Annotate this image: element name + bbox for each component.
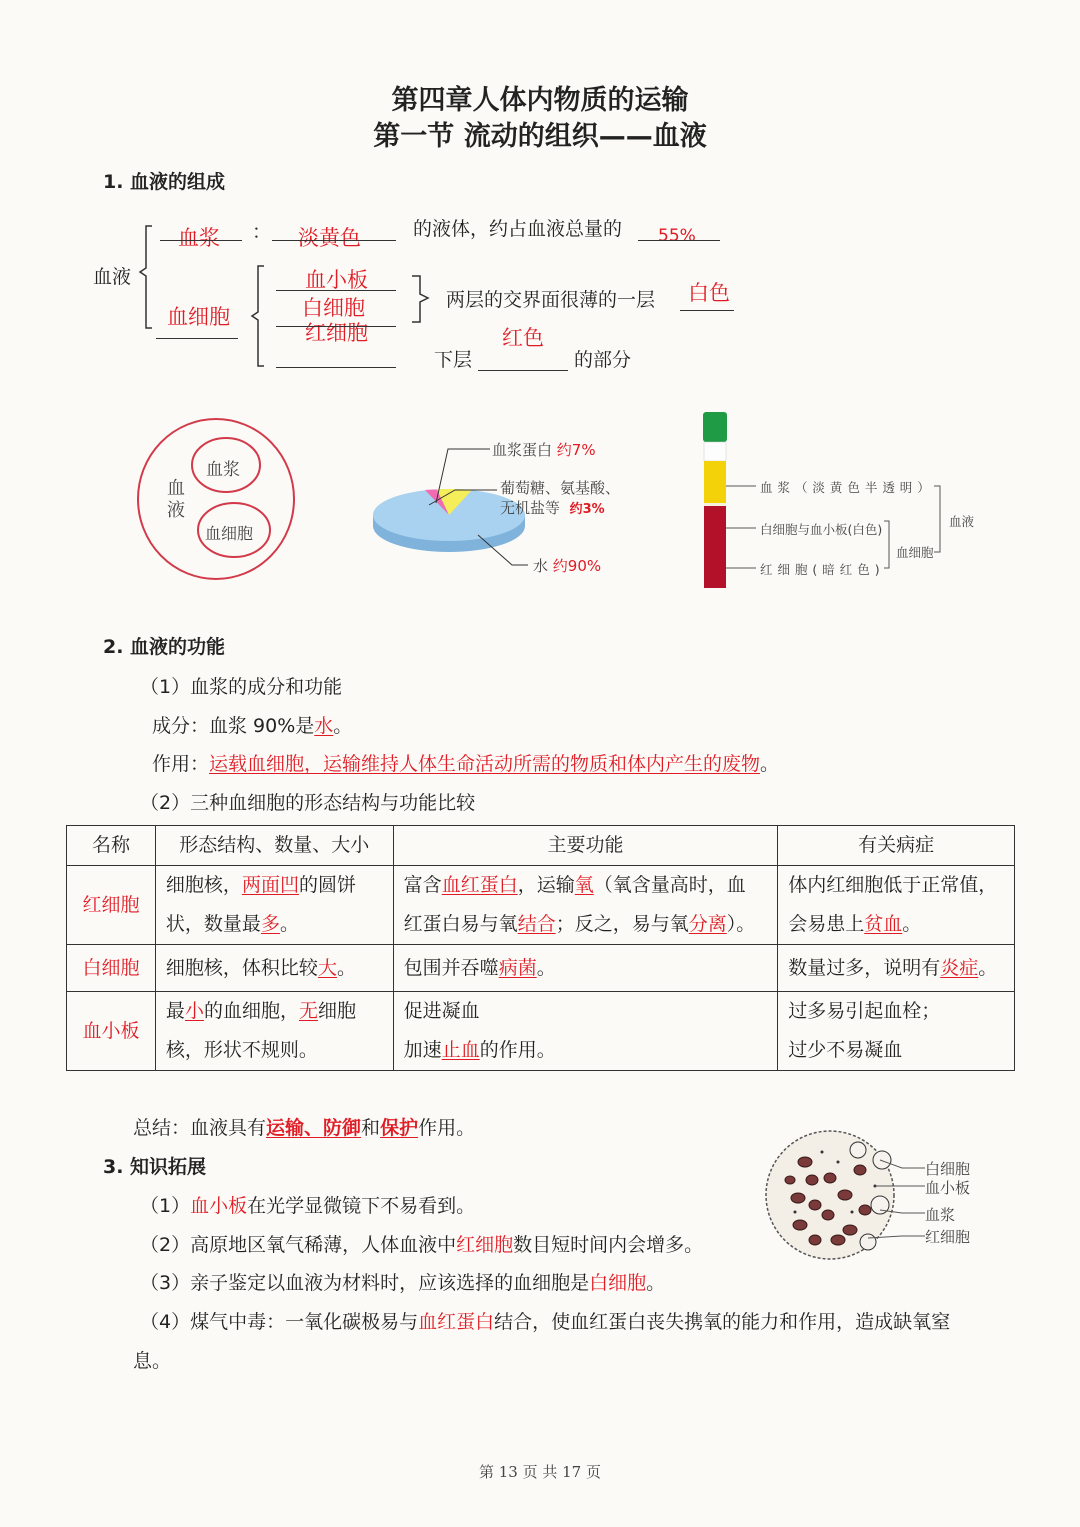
cell-disease: 过多易引起血栓； 过少不易凝血 bbox=[778, 992, 1015, 1071]
micro-label-wbc: 白细胞 bbox=[925, 1160, 971, 1178]
answer-lower-color: 红色 bbox=[502, 326, 544, 350]
venn-cells-label: 血细胞 bbox=[205, 524, 254, 543]
cell-disease: 体内红细胞低于正常值， 会易患上贫血。 bbox=[778, 866, 1015, 945]
answer-platelet: 血小板 bbox=[305, 268, 368, 292]
row-name-platelet: 血小板 bbox=[67, 992, 156, 1071]
row-name-rbc: 红细胞 bbox=[67, 866, 156, 945]
cell-disease: 数量过多，说明有炎症。 bbox=[778, 945, 1015, 992]
micro-label-rbc: 红细胞 bbox=[925, 1228, 971, 1246]
middle-layer-description: 两层的交界面很薄的一层 bbox=[446, 289, 656, 311]
tube-blood-label: 血液 bbox=[949, 514, 975, 529]
row-name-wbc: 白细胞 bbox=[67, 945, 156, 992]
pie-glucose-label-2: 无机盐等 约3% bbox=[500, 499, 605, 517]
section-title: 第一节 流动的组织——血液 bbox=[373, 121, 707, 152]
cell-structure: 最小的血细胞，无细胞 核，形状不规则。 bbox=[155, 992, 393, 1071]
answer-plasma-color: 淡黄色 bbox=[298, 226, 361, 250]
extension-item-4: （4）煤气中毒：一氧化碳极易与血红蛋白结合，使血红蛋白丧失携氧的能力和作用，造成缺氧窒 bbox=[140, 1311, 951, 1333]
plasma-description: 的液体，约占血液总量的 bbox=[413, 218, 623, 240]
answer-wbc: 白细胞 bbox=[302, 296, 365, 320]
answer-middle-color: 白色 bbox=[688, 281, 730, 305]
extension-item-4-continued: 息。 bbox=[133, 1350, 172, 1372]
venn-blood-label: 血液 bbox=[167, 478, 185, 521]
pie-protein-label: 血浆蛋白 约7% bbox=[492, 441, 596, 459]
cell-structure: 细胞核，两面凹的圆饼 状，数量最多。 bbox=[155, 866, 393, 945]
blood-label: 血液 bbox=[93, 266, 132, 288]
pie-water-label: 水 约90% bbox=[533, 557, 602, 575]
tube-middle-label: 白细胞与血小板(白色) bbox=[760, 522, 883, 537]
section-3-heading: 3. 知识拓展 bbox=[103, 1156, 207, 1178]
micro-label-platelet: 血小板 bbox=[925, 1179, 971, 1197]
pie-glucose-label-1: 葡萄糖、氨基酸、 bbox=[500, 479, 621, 497]
cell-function: 富含血红蛋白，运输氧（氧含量高时，血 红蛋白易与氧结合；反之，易与氧分离）。 bbox=[393, 866, 778, 945]
lower-layer-prefix: 下层 bbox=[434, 349, 473, 371]
page-footer: 第 13 页 共 17 页 bbox=[478, 1463, 601, 1481]
micro-label-plasma: 血浆 bbox=[925, 1206, 956, 1224]
cell-function: 促进凝血 加速止血的作用。 bbox=[393, 992, 778, 1071]
table-header: 主要功能 bbox=[393, 826, 778, 866]
lower-layer-suffix: 的部分 bbox=[574, 349, 632, 371]
cell-function: 包围并吞噬病菌。 bbox=[393, 945, 778, 992]
answer-plasma: 血浆 bbox=[178, 226, 220, 250]
extension-item-3: （3）亲子鉴定以血液为材料时，应该选择的血细胞是白细胞。 bbox=[140, 1272, 666, 1294]
chapter-title: 第四章人体内物质的运输 bbox=[391, 85, 689, 116]
tube-plasma-label: 血 浆 （ 淡 黄 色 半 透 明 ） bbox=[760, 480, 931, 495]
answer-rbc: 红细胞 bbox=[305, 321, 368, 345]
extension-item-2: （2）高原地区氧气稀薄，人体血液中红细胞数目短时间内会增多。 bbox=[140, 1234, 704, 1256]
section-1-heading: 1. 血液的组成 bbox=[103, 171, 226, 193]
extension-item-1: （1）血小板在光学显微镜下不易看到。 bbox=[140, 1195, 476, 1217]
answer-plasma-percent: 55% bbox=[658, 226, 696, 246]
table-header: 形态结构、数量、大小 bbox=[155, 826, 393, 866]
tube-rbc-label: 红 细 胞 ( 暗 红 色 ) bbox=[760, 562, 881, 577]
cell-structure: 细胞核，体积比较大。 bbox=[155, 945, 393, 992]
plasma-composition: 成分：血浆 90%是水。 bbox=[152, 715, 353, 737]
table-header: 有关病症 bbox=[778, 826, 1015, 866]
table-header: 名称 bbox=[67, 826, 156, 866]
plasma-function: 作用：运载血细胞，运输维持人体生命活动所需的物质和体内产生的废物。 bbox=[152, 753, 780, 775]
summary: 总结：血液具有运输、防御和保护作用。 bbox=[133, 1117, 476, 1139]
section-2-heading: 2. 血液的功能 bbox=[103, 636, 226, 658]
venn-plasma-label: 血浆 bbox=[206, 460, 240, 480]
subsection-cells: （2）三种血细胞的形态结构与功能比较 bbox=[140, 792, 476, 814]
tube-cells-label: 血细胞 bbox=[896, 545, 934, 560]
answer-blood-cells: 血细胞 bbox=[167, 305, 230, 329]
colon: ： bbox=[252, 221, 272, 243]
subsection-plasma: （1）血浆的成分和功能 bbox=[140, 676, 343, 698]
